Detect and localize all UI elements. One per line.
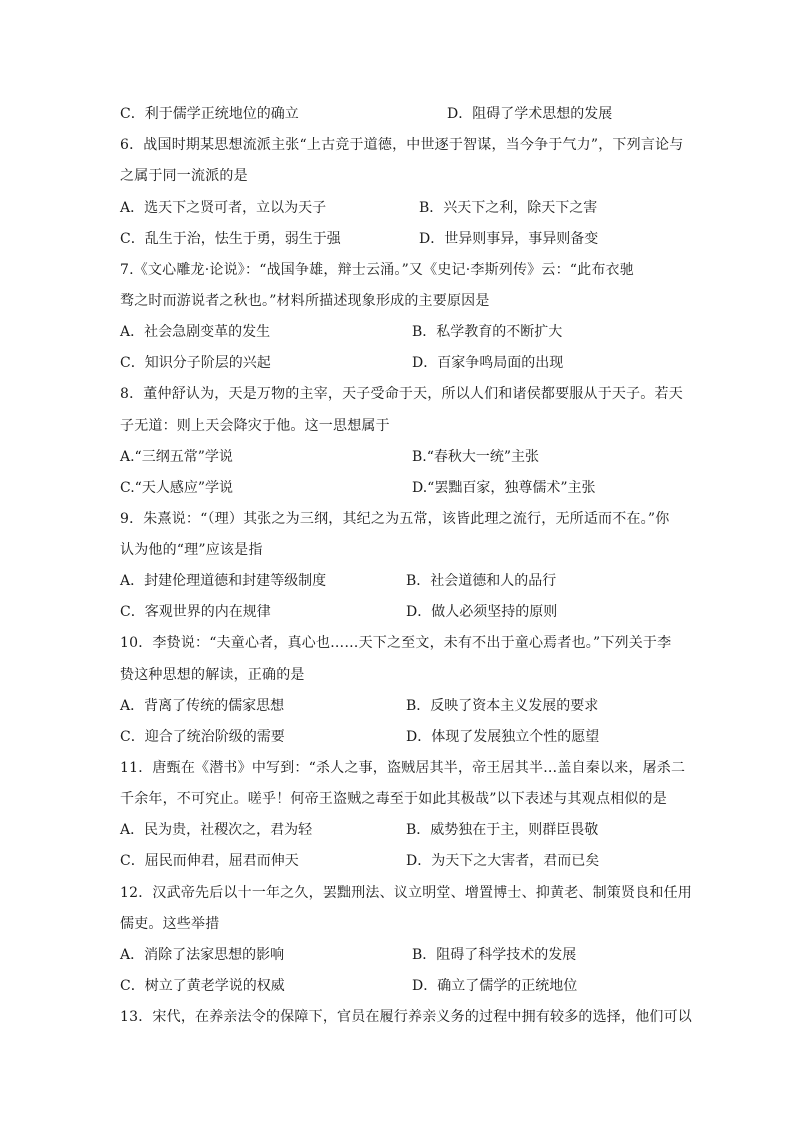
answer-option: A.“三纲五常”学说 — [120, 449, 233, 465]
question-line: 6．战国时期某思想流派主张“上古竞于道德，中世逐于智谋，当今争于气力”，下列言论与 — [120, 137, 684, 153]
answer-option: D．世异则事异，事异则备变 — [419, 231, 599, 247]
answer-option: C．迎合了统治阶级的需要 — [120, 729, 285, 745]
answer-option: B．反映了资本主义发展的要求 — [406, 698, 599, 714]
answer-option: B．私学教育的不断扩大 — [412, 324, 563, 340]
question-line: 8．董仲舒认为，天是万物的主宰，天子受命于天，所以人们和诸侯都要服从于天子。若天 — [120, 386, 683, 402]
answer-option: A．消除了法家思想的影响 — [120, 947, 285, 963]
answer-option: D．做人必须坚持的原则 — [406, 604, 558, 620]
answer-option: C．利于儒学正统地位的确立 — [120, 106, 299, 122]
question-line: 儒吏。这些举措 — [120, 916, 220, 932]
answer-option: B．阻碍了科学技术的发展 — [412, 947, 577, 963]
answer-option: B．兴天下之利，除天下之害 — [419, 200, 598, 216]
answer-option: D．为天下之大害者，君而已矣 — [406, 853, 600, 869]
answer-option: A．社会急剧变革的发生 — [120, 324, 271, 340]
answer-option: A．背离了传统的儒家思想 — [120, 698, 285, 714]
question-line: 千余年，不可究止。嗟乎！何帝王盗贼之毒至于如此其极哉”以下表述与其观点相似的是 — [120, 791, 667, 807]
answer-option: D．阻碍了学术思想的发展 — [447, 106, 613, 122]
question-line: 子无道：则上天会降灾于他。这一思想属于 — [120, 418, 390, 434]
question-line: 12．汉武帝先后以十一年之久，罢黜刑法、议立明堂、增置博士、抑黄老、制策贤良和任用 — [120, 885, 693, 901]
answer-option: A．民为贵，社稷次之，君为轻 — [120, 822, 313, 838]
answer-option: B.“春秋大一统”主张 — [412, 449, 540, 465]
answer-option: D.“罢黜百家，独尊儒术”主张 — [412, 480, 596, 496]
answer-option: C．树立了黄老学说的权威 — [120, 978, 285, 994]
answer-option: C．屈民而伸君，屈君而伸天 — [120, 853, 299, 869]
answer-option: D．确立了儒学的正统地位 — [412, 978, 578, 994]
answer-option: A．选天下之贤可者，立以为天子 — [120, 200, 327, 216]
question-line: 10．李贽说：“夫童心者，真心也……天下之至文，未有不出于童心焉者也。”下列关于李 — [120, 635, 672, 651]
question-line: 骛之时而游说者之秋也。”材料所描述现象形成的主要原因是 — [120, 293, 490, 309]
question-line: 13．宋代，在养亲法令的保障下，官员在履行养亲义务的过程中拥有较多的选择，他们可以 — [120, 1009, 693, 1025]
question-line: 之属于同一流派的是 — [120, 168, 248, 184]
answer-option: C．乱生于治，怯生于勇，弱生于强 — [120, 231, 341, 247]
answer-option: D．百家争鸣局面的出现 — [412, 355, 564, 371]
question-line: 7.《文心雕龙·论说》：“战国争雄，辩士云涌。”又《史记·李斯列传》云：“此布衣驰 — [120, 262, 634, 278]
answer-option: C．客观世界的内在规律 — [120, 604, 271, 620]
question-line: 9．朱熹说：“（理）其张之为三纲，其纪之为五常，该皆此理之流行，无所适而不在。”你 — [120, 511, 670, 527]
answer-option: A．封建伦理道德和封建等级制度 — [120, 573, 327, 589]
answer-option: C.“天人感应”学说 — [120, 480, 233, 496]
answer-option: B．社会道德和人的品行 — [406, 573, 557, 589]
question-line: 贽这种思想的解读，正确的是 — [120, 667, 305, 683]
question-line: 11．唐甄在《潜书》中写到：“杀人之事，盗贼居其半，帝王居其半…盖自秦以来，屠杀二 — [120, 760, 686, 776]
answer-option: D．体现了发展独立个性的愿望 — [406, 729, 600, 745]
answer-option: B．威势独在于主，则群臣畏敬 — [406, 822, 599, 838]
answer-option: C．知识分子阶层的兴起 — [120, 355, 271, 371]
question-line: 认为他的“理”应该是指 — [120, 542, 263, 558]
